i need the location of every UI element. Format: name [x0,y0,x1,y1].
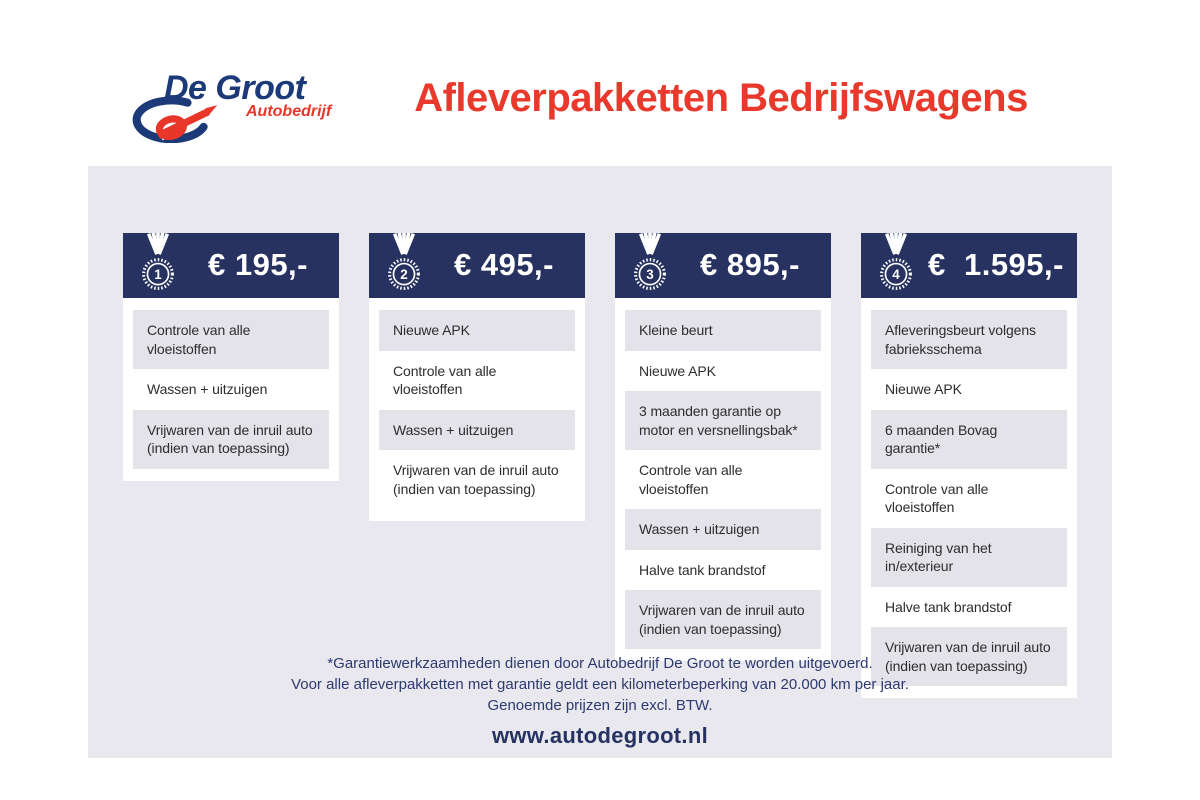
logo-subtitle: Autobedrijf [246,103,332,120]
page-header [88,16,1112,166]
package-items [369,298,585,521]
package-item: Afleveringsbeurt volgens fabrieksschema [871,310,1067,369]
footnotes [88,653,1112,716]
package-item: Controle van alle vloeistoffen [393,362,497,397]
package-card [369,233,585,521]
medal-ribbon [393,233,415,255]
packages-row [123,233,1077,698]
footnote-line: Voor alle afleverpakketten met garantie geldt een kilometerbeperking van 20.000 km per jaar. [291,676,909,693]
content-band [88,166,1112,758]
package-card-header [123,233,339,298]
package-item: Reiniging van het in/exterieur [871,528,1067,587]
package-item: Vrijwaren van de inruil auto (indien van toepassing) [133,410,329,469]
package-item: Wassen + uitzuigen [147,381,268,397]
package-item: Wassen + uitzuigen [379,410,575,451]
package-item: Vrijwaren van de inruil auto (indien van toepassing) [393,462,559,497]
package-items [861,298,1077,698]
website-url: www.autodegroot.nl [491,723,708,748]
medal-icon [627,233,673,296]
package-item: Nieuwe APK [379,310,575,351]
medal-number: 4 [892,266,900,282]
footnote-line: Genoemde prijzen zijn excl. BTW. [487,697,713,714]
package-item: 3 maanden garantie op motor en versnellingsbak* [625,391,821,450]
degroot-logo [120,69,352,149]
medal-number: 3 [646,266,654,282]
package-item: Kleine beurt [625,310,821,351]
medal-number: 2 [400,266,408,282]
package-card-header [615,233,831,298]
package-card [123,233,339,481]
package-item: Controle van alle vloeistoffen [639,462,743,497]
package-price: € 895,- [699,246,800,282]
package-item: Vrijwaren van de inruil auto (indien van toepassing) [625,590,821,649]
package-item: Wassen + uitzuigen [625,509,821,550]
footnote-line: *Garantiewerkzaamheden dienen door Autobedrijf De Groot te worden uitgevoerd. [327,655,873,672]
package-item: Controle van alle vloeistoffen [133,310,329,369]
logo-name: De Groot [164,69,306,107]
package-item: Vrijwaren van de inruil auto (indien van toepassing) [871,627,1067,686]
page-title: Afleverpakketten Bedrijfswagens [414,76,1028,120]
medal-icon [381,233,427,296]
package-item: 6 maanden Bovag garantie* [871,410,1067,469]
package-price: € 1.595,- [928,246,1064,282]
package-item: Controle van alle vloeistoffen [885,480,989,515]
package-card [861,233,1077,698]
package-card-header [369,233,585,298]
package-price: € 195,- [207,246,308,282]
package-items [615,298,831,661]
package-item: Nieuwe APK [639,362,716,379]
medal-ribbon [639,233,661,255]
package-item: Halve tank brandstof [885,598,1012,615]
page-background [88,16,1112,783]
package-item: Nieuwe APK [885,381,962,397]
medal-icon [135,233,181,296]
package-card [615,233,831,661]
medal-ribbon [147,233,169,255]
medal-number: 1 [154,266,162,282]
package-item: Halve tank brandstof [639,561,766,578]
package-price: € 495,- [453,246,554,282]
package-card-header [861,233,1077,298]
medal-icon [873,233,919,296]
package-items [123,298,339,481]
medal-ribbon [885,233,907,255]
